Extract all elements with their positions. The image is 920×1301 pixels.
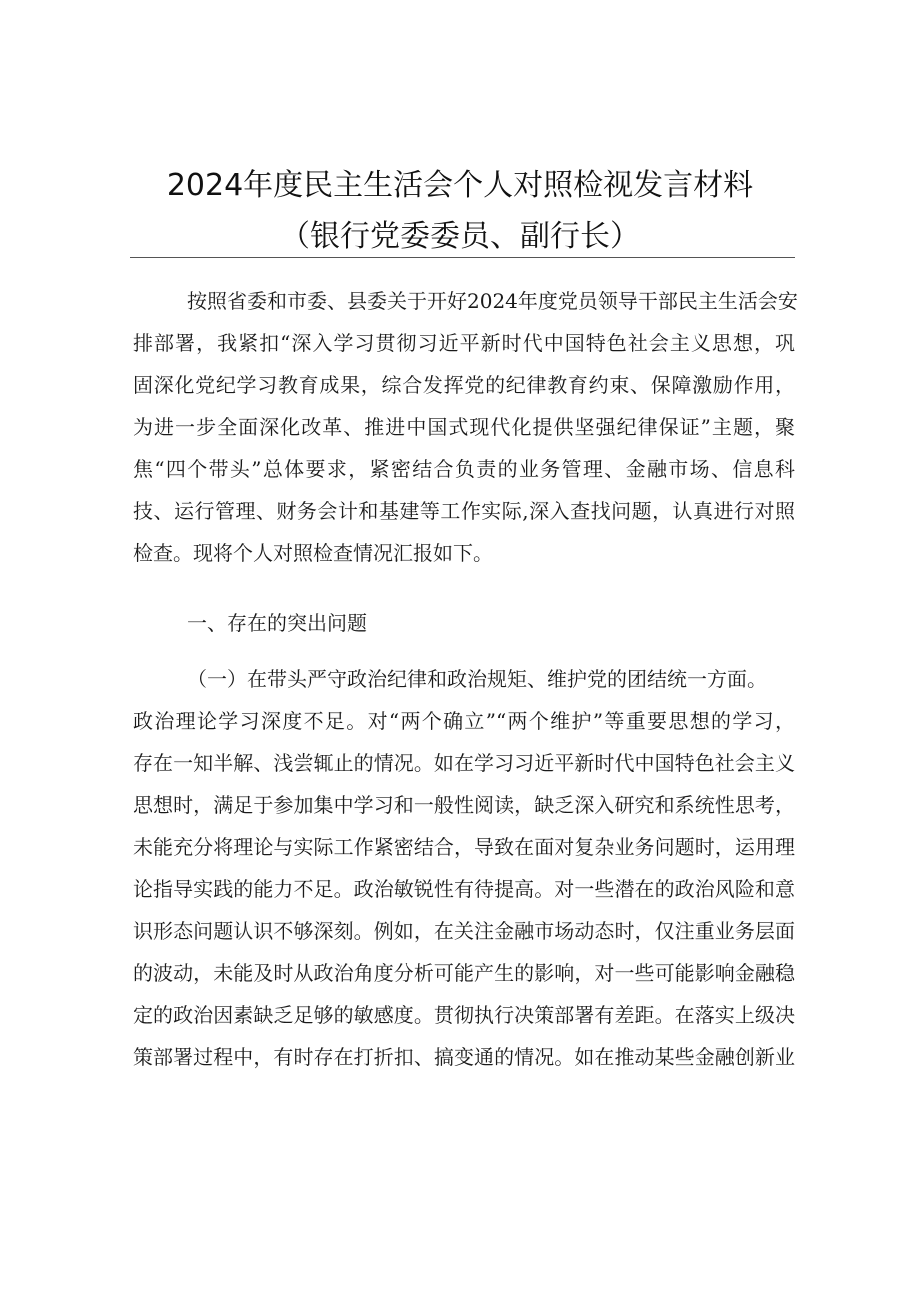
- section-heading: 一、存在的突出问题: [187, 611, 367, 635]
- body-line: 思想时，满足于参加集中学习和一般性阅读，缺乏深入研究和系统性思考，: [133, 793, 795, 817]
- document-title: 2024年度民主生活会个人对照检视发言材料: [166, 168, 754, 203]
- title-divider: [130, 257, 795, 258]
- intro-line: 技、运行管理、财务会计和基建等工作实际,深入查找问题，认真进行对照: [133, 499, 795, 523]
- intro-line: 排部署，我紧扣“深入学习贯彻习近平新时代中国特色社会主义思想，巩: [133, 331, 795, 355]
- body-line: 策部署过程中，有时存在打折扣、搞变通的情况。如在推动某些金融创新业: [133, 1045, 795, 1069]
- intro-line: 为进一步全面深化改革、推进中国式现代化提供坚强纪律保证”主题，聚: [133, 415, 795, 439]
- intro-line: 检查。现将个人对照检查情况汇报如下。: [133, 541, 493, 565]
- body-line: 存在一知半解、浅尝辄止的情况。如在学习习近平新时代中国特色社会主义: [133, 751, 795, 775]
- body-line: 政治理论学习深度不足。对“两个确立”“两个维护”等重要思想的学习，: [133, 709, 795, 733]
- body-line: 识形态问题认识不够深刻。例如，在关注金融市场动态时，仅注重业务层面: [133, 919, 795, 943]
- intro-line: 按照省委和市委、县委关于开好2024年度党员领导干部民主生活会安: [187, 289, 798, 313]
- subsection-heading: （一）在带头严守政治纪律和政治规矩、维护党的团结统一方面。: [187, 667, 767, 691]
- intro-line: 焦“四个带头”总体要求，紧密结合负责的业务管理、金融市场、信息科: [133, 457, 795, 481]
- document-subtitle: （银行党委委员、副行长）: [280, 219, 640, 254]
- body-line: 论指导实践的能力不足。政治敏锐性有待提高。对一些潜在的政治风险和意: [133, 877, 795, 901]
- body-line: 未能充分将理论与实际工作紧密结合，导致在面对复杂业务问题时，运用理: [133, 835, 795, 859]
- body-line: 的波动，未能及时从政治角度分析可能产生的影响，对一些可能影响金融稳: [133, 961, 795, 985]
- intro-line: 固深化党纪学习教育成果，综合发挥党的纪律教育约束、保障激励作用，: [133, 373, 795, 397]
- body-line: 定的政治因素缺乏足够的敏感度。贯彻执行决策部署有差距。在落实上级决: [133, 1003, 795, 1027]
